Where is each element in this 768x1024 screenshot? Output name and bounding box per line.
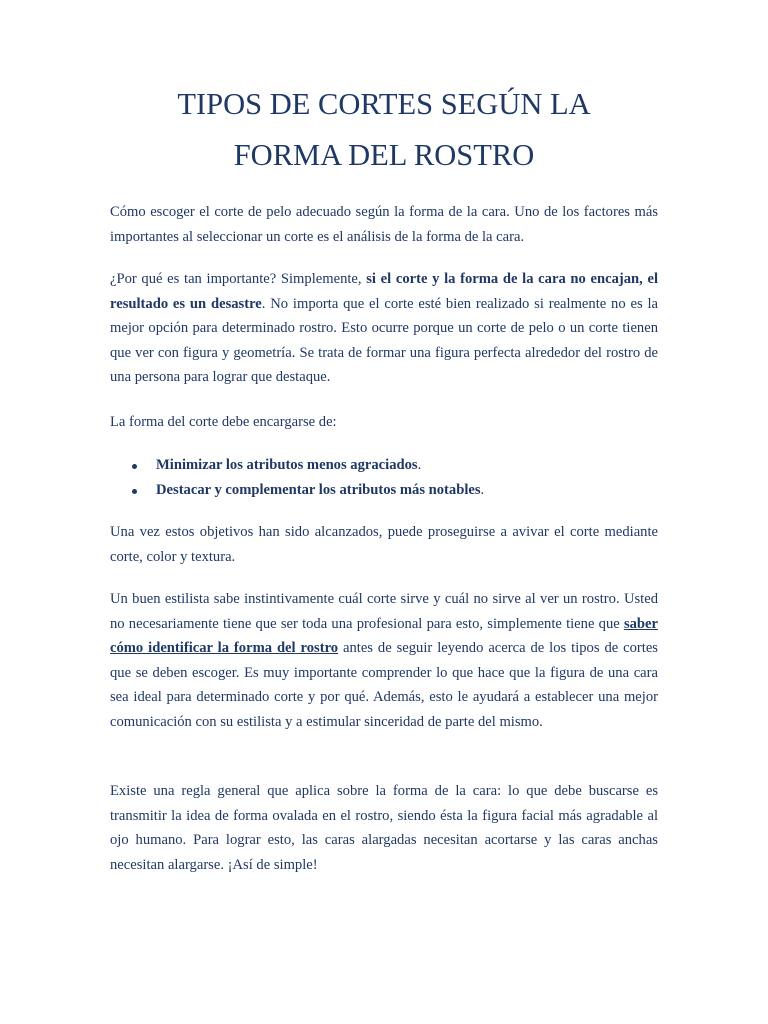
list-item-tail: . [480,482,485,498]
goals-list [110,453,658,503]
document-title-line-1: TIPOS DE CORTES SEGÚN LA [177,87,591,121]
importance-text-after: . No importa que el corte esté bien realizado si realmente no es la mejor opción para determinado rostro. Esto ocurre porque un corte de pelo o un corte tienen que ver con figura y geometría. Se trata de formar una figura perfecta alrededor del rostro de una persona para lograr que destaque. [110,295,658,385]
importance-text-before: ¿Por qué es tan importante? Simplemente, [110,271,367,287]
goals-intro-paragraph: La forma del corte debe encargarse de: [110,414,337,430]
list-item-bold: Minimizar los atributos menos agraciados [156,457,418,473]
intro-paragraph: Cómo escoger el corte de pelo adecuado según la forma de la cara. Uno de los factores más importantes al seleccionar un corte es el análisis de la forma de la cara. [110,204,658,245]
importance-bold-text: si el corte y la forma de la cara no encajan, el resultado es un desastre [110,271,659,312]
stylist-text-after: antes de seguir leyendo acerca de los tipos de cortes que se deben escoger. Es muy importante comprender lo que hace que la figura de una cara sea ideal para determinado corte y por qué. Además, esto le ayudará a establecer una mejor comunicación con su estilista y a estimular sinceridad de parte del mismo. [110,640,658,730]
document-title-line-2: FORMA DEL ROSTRO [233,138,535,172]
list-item [110,453,658,478]
face-shape-link[interactable]: saber cómo identificar la forma del rostro [110,615,658,656]
general-rule-paragraph: Existe una regla general que aplica sobre la forma de la cara: lo que debe buscarse es transmitir la idea de forma ovalada en el rostro, siendo ésta la figura facial más agradable al ojo humano. Para lograr esto, las caras alargadas necesitan acortarse y las caras anchas necesitan alargarse. ¡Así de simple! [110,783,658,873]
stylist-text-before: Un buen estilista sabe instintivamente cuál corte sirve y cuál no sirve al ver un rostro. Usted no necesariamente tiene que ser toda una profesional para esto, simplemente tiene que [110,591,658,632]
stylist-paragraph [110,587,658,734]
list-item [110,478,658,503]
list-item-bold: Destacar y complementar los atributos más notables [156,482,481,498]
bullet-icon [132,489,137,494]
bullet-icon [132,464,137,469]
list-item-tail: . [417,457,422,473]
importance-paragraph [110,267,658,390]
objectives-paragraph: Una vez estos objetivos han sido alcanzados, puede proseguirse a avivar el corte mediante corte, color y textura. [110,524,658,565]
